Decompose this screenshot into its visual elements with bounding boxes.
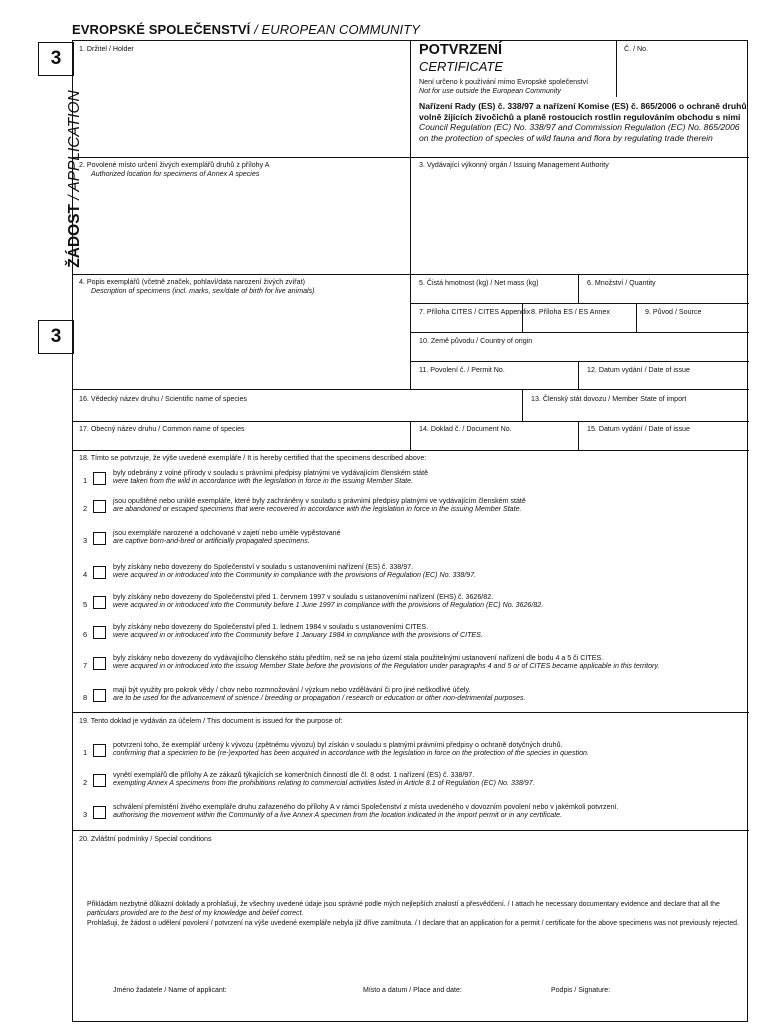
s18-checkbox-5[interactable] bbox=[93, 596, 106, 609]
declaration-line-2: particulars provided are to the best of my knowledge and belief correct. bbox=[87, 910, 304, 917]
field-document-no: 14. Doklad č. / Document No. bbox=[419, 425, 512, 433]
s19-item-text-en: confirming that a specimen to be (re-)exported has been acquired in accordance with the legislation in force on the protection of the species in question. bbox=[113, 749, 589, 757]
s18-item-number: 5 bbox=[83, 600, 88, 609]
field-quantity: 6. Množství / Quantity bbox=[587, 279, 656, 287]
field-member-state-import: 13. Členský stát dovozu / Member State of import bbox=[531, 395, 687, 403]
s18-item-text-en: were acquired in or introduced into the Community in compliance with the provisions of Regulation (EC) No. 338/97. bbox=[113, 571, 477, 579]
field-scientific-name: 16. Vědecký název druhu / Scientific name of species bbox=[79, 395, 247, 403]
side-title: ŽÁDOST / APPLICATION bbox=[66, 90, 83, 268]
s18-item-number: 6 bbox=[83, 630, 88, 639]
s18-item-text-cz: byly získány nebo dovezeny do vydávajícího členského státu předtím, než se na jeho území stala použitelnými ustanovení nařízení dle bodu 4 a 5 či CITES. bbox=[113, 654, 604, 662]
regulation-text: Nařízení Rady (ES) č. 338/97 a nařízení Komise (ES) č. 865/2006 o ochraně druhů volně žijících živočichů a planě rostoucích rostlin regulováním obchodu s nimi Council Regulation (EC) No. 338/97 and Commission Regulation (EC) No. 865/2006 on the protection of species of wild fauna and flora by regulating trade therein bbox=[419, 101, 747, 144]
certificate-subtitle: CERTIFICATE bbox=[419, 59, 504, 74]
field-description: 4. Popis exemplářů (včetně značek, pohlaví/data narození živých zvířat) Description of specimens (incl. marks, sex/date of birth for live animals) bbox=[79, 278, 315, 295]
s18-checkbox-8[interactable] bbox=[93, 689, 106, 702]
s18-item-text-en: are abandoned or escaped specimens that were recovered in accordance with the legislation in force in the issuing Member State. bbox=[113, 505, 522, 513]
s19-item-text-cz: schválení přemístění živého exempláře druhu zařazeného do přílohy A v rámci Společenství z místa uvedeného v dovozním povolení nebo v jakémkoli potvrzení. bbox=[113, 803, 619, 811]
field-permit-no: 11. Povolení č. / Permit No. bbox=[419, 366, 505, 374]
s19-checkbox-3[interactable] bbox=[93, 806, 106, 819]
not-for-use-en: Not for use outside the European Community bbox=[419, 87, 561, 95]
s19-item-number: 1 bbox=[83, 748, 88, 757]
field-country-origin: 10. Země původu / Country of origin bbox=[419, 337, 533, 345]
form-header: EVROPSKÉ SPOLEČENSTVÍ / EUROPEAN COMMUNITY bbox=[72, 22, 421, 37]
section-18-heading: 18. Tímto se potvrzuje, že výše uvedené exempláře / It is hereby certified that the specimens described above: bbox=[79, 454, 427, 462]
s18-checkbox-7[interactable] bbox=[93, 657, 106, 670]
declaration-line-3: Prohlašuji, že žádost o udělení povolení / potvrzení na výše uvedené exempláře nebyla již dříve zamítnuta. / I declare that an application for a permit / certificate for the above specimens was not previously rejected. bbox=[87, 920, 739, 927]
field-source: 9. Původ / Source bbox=[645, 308, 702, 316]
section-20-heading: 20. Zvláštní podmínky / Special conditions bbox=[79, 835, 212, 843]
s18-item-text-en: are captive born-and-bred or artificially propagated specimens. bbox=[113, 537, 310, 545]
field-issuing-authority: 3. Vydávající výkonný orgán / Issuing Management Authority bbox=[419, 161, 609, 169]
field-es-annex: 8. Příloha ES / ES Annex bbox=[531, 308, 610, 316]
certificate-number-label: Č. / No. bbox=[624, 45, 649, 53]
field-authorized-location: 2. Povolené místo určení živých exemplářů druhů z přílohy A Authorized location for specimens of Annex A species bbox=[79, 161, 270, 178]
s18-item-number: 1 bbox=[83, 476, 88, 485]
not-for-use-cz: Není určeno k používání mimo Evropské společenství bbox=[419, 78, 589, 86]
form-frame bbox=[72, 40, 748, 1022]
field-date-issue-2: 15. Datum vydání / Date of issue bbox=[587, 425, 690, 433]
s18-checkbox-4[interactable] bbox=[93, 566, 106, 579]
s18-item-text-cz: jsou exempláře narozené a odchované v zajetí nebo uměle vypěstované bbox=[113, 529, 341, 537]
s19-item-text-en: authorising the movement within the Community of a live Annex A specimen from the location indicated in the import permit or in any certificate. bbox=[113, 811, 563, 819]
certificate-title: POTVRZENÍ bbox=[419, 42, 502, 58]
s18-item-text-cz: byly získány nebo dovezeny do Společenství před 1. červnem 1997 v souladu s ustanoveními nařízení (EHS) č. 3626/82. bbox=[113, 593, 494, 601]
s18-item-number: 3 bbox=[83, 536, 88, 545]
field-holder-label: 1. Držitel / Holder bbox=[79, 45, 134, 53]
s18-item-number: 7 bbox=[83, 661, 88, 670]
section-19-heading: 19. Tento doklad je vydáván za účelem / This document is issued for the purpose of: bbox=[79, 717, 343, 725]
copy-number-bottom: 3 bbox=[38, 320, 74, 354]
field-net-mass: 5. Čistá hmotnost (kg) / Net mass (kg) bbox=[419, 279, 539, 287]
s19-item-text-en: exempting Annex A specimens from the prohibitions relating to commercial activities listed in Article 8.1 of Regulation (EC) No. 338/97. bbox=[113, 779, 535, 787]
s18-item-text-cz: mají být využity pro pokrok vědy / chov nebo rozmnožování / výzkum nebo vzdělávání či pro jiné neškodlivé účely. bbox=[113, 686, 471, 694]
s18-item-text-en: were taken from the wild in accordance with the legislation in force in the issuing Member State. bbox=[113, 477, 414, 485]
s18-item-text-cz: byly odebrány z volné přírody v souladu s právními předpisy platnými ve vydávajícím členském státě bbox=[113, 469, 429, 477]
s19-checkbox-1[interactable] bbox=[93, 744, 106, 757]
field-cites-appendix: 7. Příloha CITES / CITES Appendix bbox=[419, 308, 531, 316]
declaration-line-1: Přikládám nezbytné důkazní doklady a prohlašuji, že všechny uvedené údaje jsou správné podle mých nejlepších znalostí a přesvědčení. / I attach he necessary documentary evidence and declare that all the bbox=[87, 901, 720, 908]
s19-checkbox-2[interactable] bbox=[93, 774, 106, 787]
s19-item-text-cz: vynětí exemplářů dle přílohy A ze zákazů týkajících se komerčních činností dle čl. 8 odst. 1 nařízení (ES) č. 338/97. bbox=[113, 771, 475, 779]
copy-number-top: 3 bbox=[38, 42, 74, 76]
s18-item-number: 4 bbox=[83, 570, 88, 579]
s18-checkbox-6[interactable] bbox=[93, 626, 106, 639]
s18-item-text-en: were acquired in or introduced into the Community before 1 January 1984 in compliance with the provisions of CITES. bbox=[113, 631, 483, 639]
s18-item-text-cz: byly získány nebo dovezeny do Společenství před 1. lednem 1984 v souladu s ustanoveními CITES. bbox=[113, 623, 429, 631]
place-date-label: Místo a datum / Place and date: bbox=[363, 987, 462, 994]
field-date-issue-1: 12. Datum vydání / Date of issue bbox=[587, 366, 690, 374]
s18-item-text-en: are to be used for the advancement of science / breeding or propagation / research or education or other non-detrimental purposes. bbox=[113, 694, 526, 702]
s19-item-text-cz: potvrzení toho, že exemplář určený k vývozu (zpětnému vývozu) byl získán v souladu s platnými právními předpisy o ochraně dotyčných druhů. bbox=[113, 741, 563, 749]
applicant-name-label: Jméno žadatele / Name of applicant: bbox=[113, 987, 227, 994]
s18-item-text-en: were acquired in or introduced into the Community before 1 June 1997 in compliance with the provisions of Regulation (EC) No. 3626/82. bbox=[113, 601, 544, 609]
field-common-name: 17. Obecný název druhu / Common name of species bbox=[79, 425, 245, 433]
s19-item-number: 3 bbox=[83, 810, 88, 819]
s18-item-number: 8 bbox=[83, 693, 88, 702]
s18-item-text-cz: jsou opuštěné nebo uniklé exempláře, které byly zachráněny v souladu s právními předpisy platnými ve vydávajícím členském státě bbox=[113, 497, 526, 505]
s18-checkbox-1[interactable] bbox=[93, 472, 106, 485]
signature-label: Podpis / Signature: bbox=[551, 987, 611, 994]
s19-item-number: 2 bbox=[83, 778, 88, 787]
s18-item-number: 2 bbox=[83, 504, 88, 513]
s18-checkbox-2[interactable] bbox=[93, 500, 106, 513]
s18-item-text-cz: byly získány nebo dovezeny do Společenství v souladu s ustanoveními nařízení (ES) č. 338/97. bbox=[113, 563, 414, 571]
s18-checkbox-3[interactable] bbox=[93, 532, 106, 545]
s18-item-text-en: were acquired in or introduced into the issuing Member State before the provisions of the Regulation under paragraphs 4 and 5 or of CITES became applicable in this territory. bbox=[113, 662, 660, 670]
